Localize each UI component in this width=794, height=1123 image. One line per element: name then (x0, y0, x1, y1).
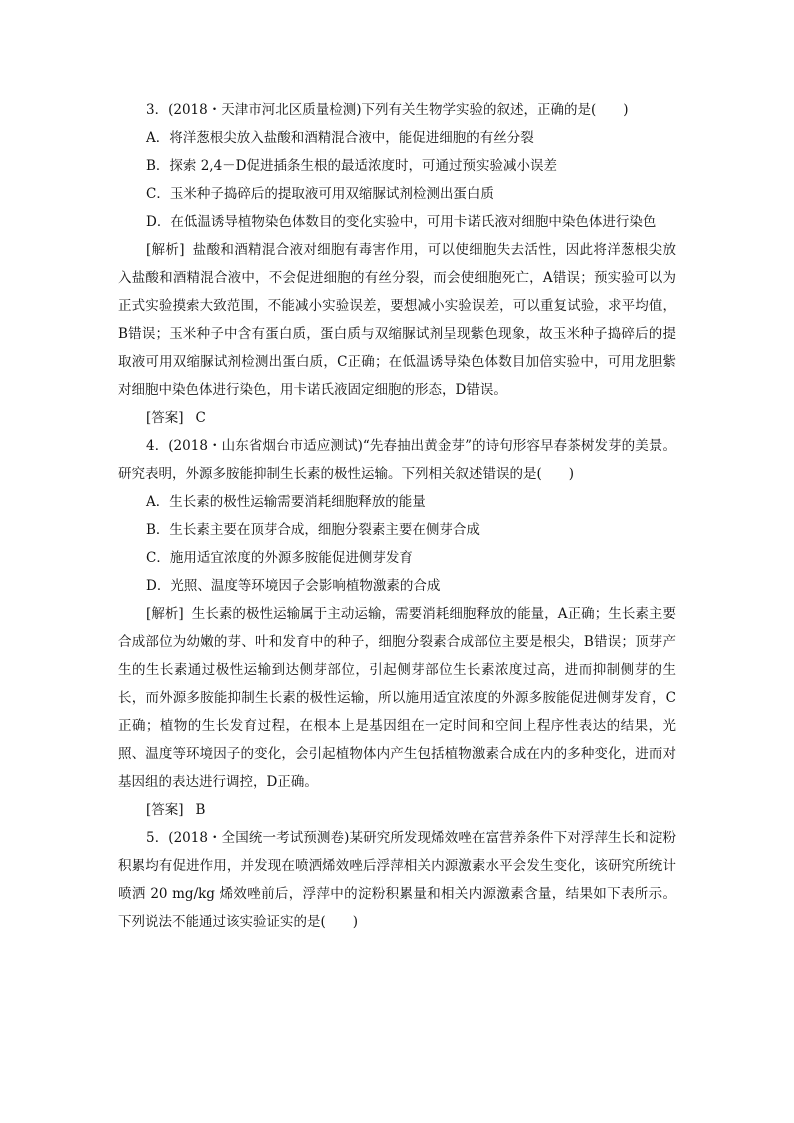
question-stem: 3．(2018・天津市河北区质量检测)下列有关生物学实验的叙述，正确的是( ) (146, 102, 629, 118)
analysis-tag: [解析] (146, 606, 184, 622)
option-c: C．施用适宜浓度的外源多胺能促进侧芽发育 (146, 550, 413, 566)
answer-line (118, 404, 676, 432)
answer-value: C (195, 410, 206, 426)
option-a: A．将洋葱根尖放入盐酸和酒精混合液中，能促进细胞的有丝分裂 (146, 130, 534, 146)
answer-tag: [答案] (146, 802, 184, 818)
analysis-text: 生长素的极性运输属于主动运输，需要消耗细胞释放的能量，A正确；生长素主要合成部位为幼嫩的芽、叶和发育中的种子，细胞分裂素合成部位主要是根尖，B错误；顶芽产生的生长素通过极性运输到达侧芽部位，引起侧芽部位生长素浓度过高，进而抑制侧芽的生长，而外源多胺能抑制生长素的极性运输，所以施用适宜浓度的外源多胺能促进侧芽发育，C正确；植物的生长发育过程，在根本上是基因组在一定时间和空间上程序性表达的结果，光照、温度等环境因子的变化，会引起植物体内产生包括植物激素合成在内的多种变化，进而对基因组的表达进行调控，D正确。 (118, 606, 676, 790)
option-b: B．生长素主要在顶芽合成，细胞分裂素主要在侧芽合成 (146, 522, 480, 538)
analysis-paragraph (118, 236, 676, 404)
option-c: C．玉米种子捣碎后的提取液可用双缩脲试剂检测出蛋白质 (146, 186, 494, 202)
question-stem: 5．(2018・全国统一考试预测卷)某研究所发现烯效唑在富营养条件下对浮萍生长和淀粉积累均有促进作用，并发现在喷洒烯效唑后浮萍相关内源激素水平会发生变化，该研究所统计喷洒 20 mg/kg 烯效唑前后，浮萍中的淀粉积累量和相关内源激素含量，结果如下表所示。下列说法不能通过该实验证实的是( ) (118, 830, 676, 930)
question-stem: 4．(2018・山东省烟台市适应测试)“先春抽出黄金芽”的诗句形容早春茶树发芽的美景。研究表明，外源多胺能抑制生长素的极性运输。下列相关叙述错误的是( ) (118, 438, 676, 482)
option-d: D．光照、温度等环境因子会影响植物激素的合成 (146, 578, 441, 594)
option-a: A．生长素的极性运输需要消耗细胞释放的能量 (146, 494, 426, 510)
analysis-tag: [解析] (146, 242, 185, 258)
analysis-text: 盐酸和酒精混合液对细胞有毒害作用，可以使细胞失去活性，因此将洋葱根尖放入盐酸和酒精混合液中，不会促进细胞的有丝分裂，而会使细胞死亡，A错误；预实验可以为正式实验摸索大致范围，不能减小实验误差，要想减小实验误差，可以重复试验，求平均值，B错误；玉米种子中含有蛋白质，蛋白质与双缩脲试剂呈现紫色现象，故玉米种子捣碎后的提取液可用双缩脲试剂检测出蛋白质，C正确；在低温诱导染色体数目加倍实验中，可用龙胆紫对细胞中染色体进行染色，用卡诺氏液固定细胞的形态，D错误。 (118, 242, 676, 398)
analysis-paragraph (118, 600, 676, 796)
question-5 (118, 824, 676, 936)
option-d: D．在低温诱导植物染色体数目的变化实验中，可用卡诺氏液对细胞中染色体进行染色 (146, 214, 657, 230)
answer-value: B (195, 802, 206, 818)
question-3 (118, 96, 676, 432)
question-4 (118, 432, 676, 824)
answer-tag: [答案] (146, 410, 184, 426)
answer-line (118, 796, 676, 824)
document-page (118, 96, 676, 936)
option-b: B．探索 2,4－D促进插条生根的最适浓度时，可通过预实验减小误差 (146, 158, 558, 174)
